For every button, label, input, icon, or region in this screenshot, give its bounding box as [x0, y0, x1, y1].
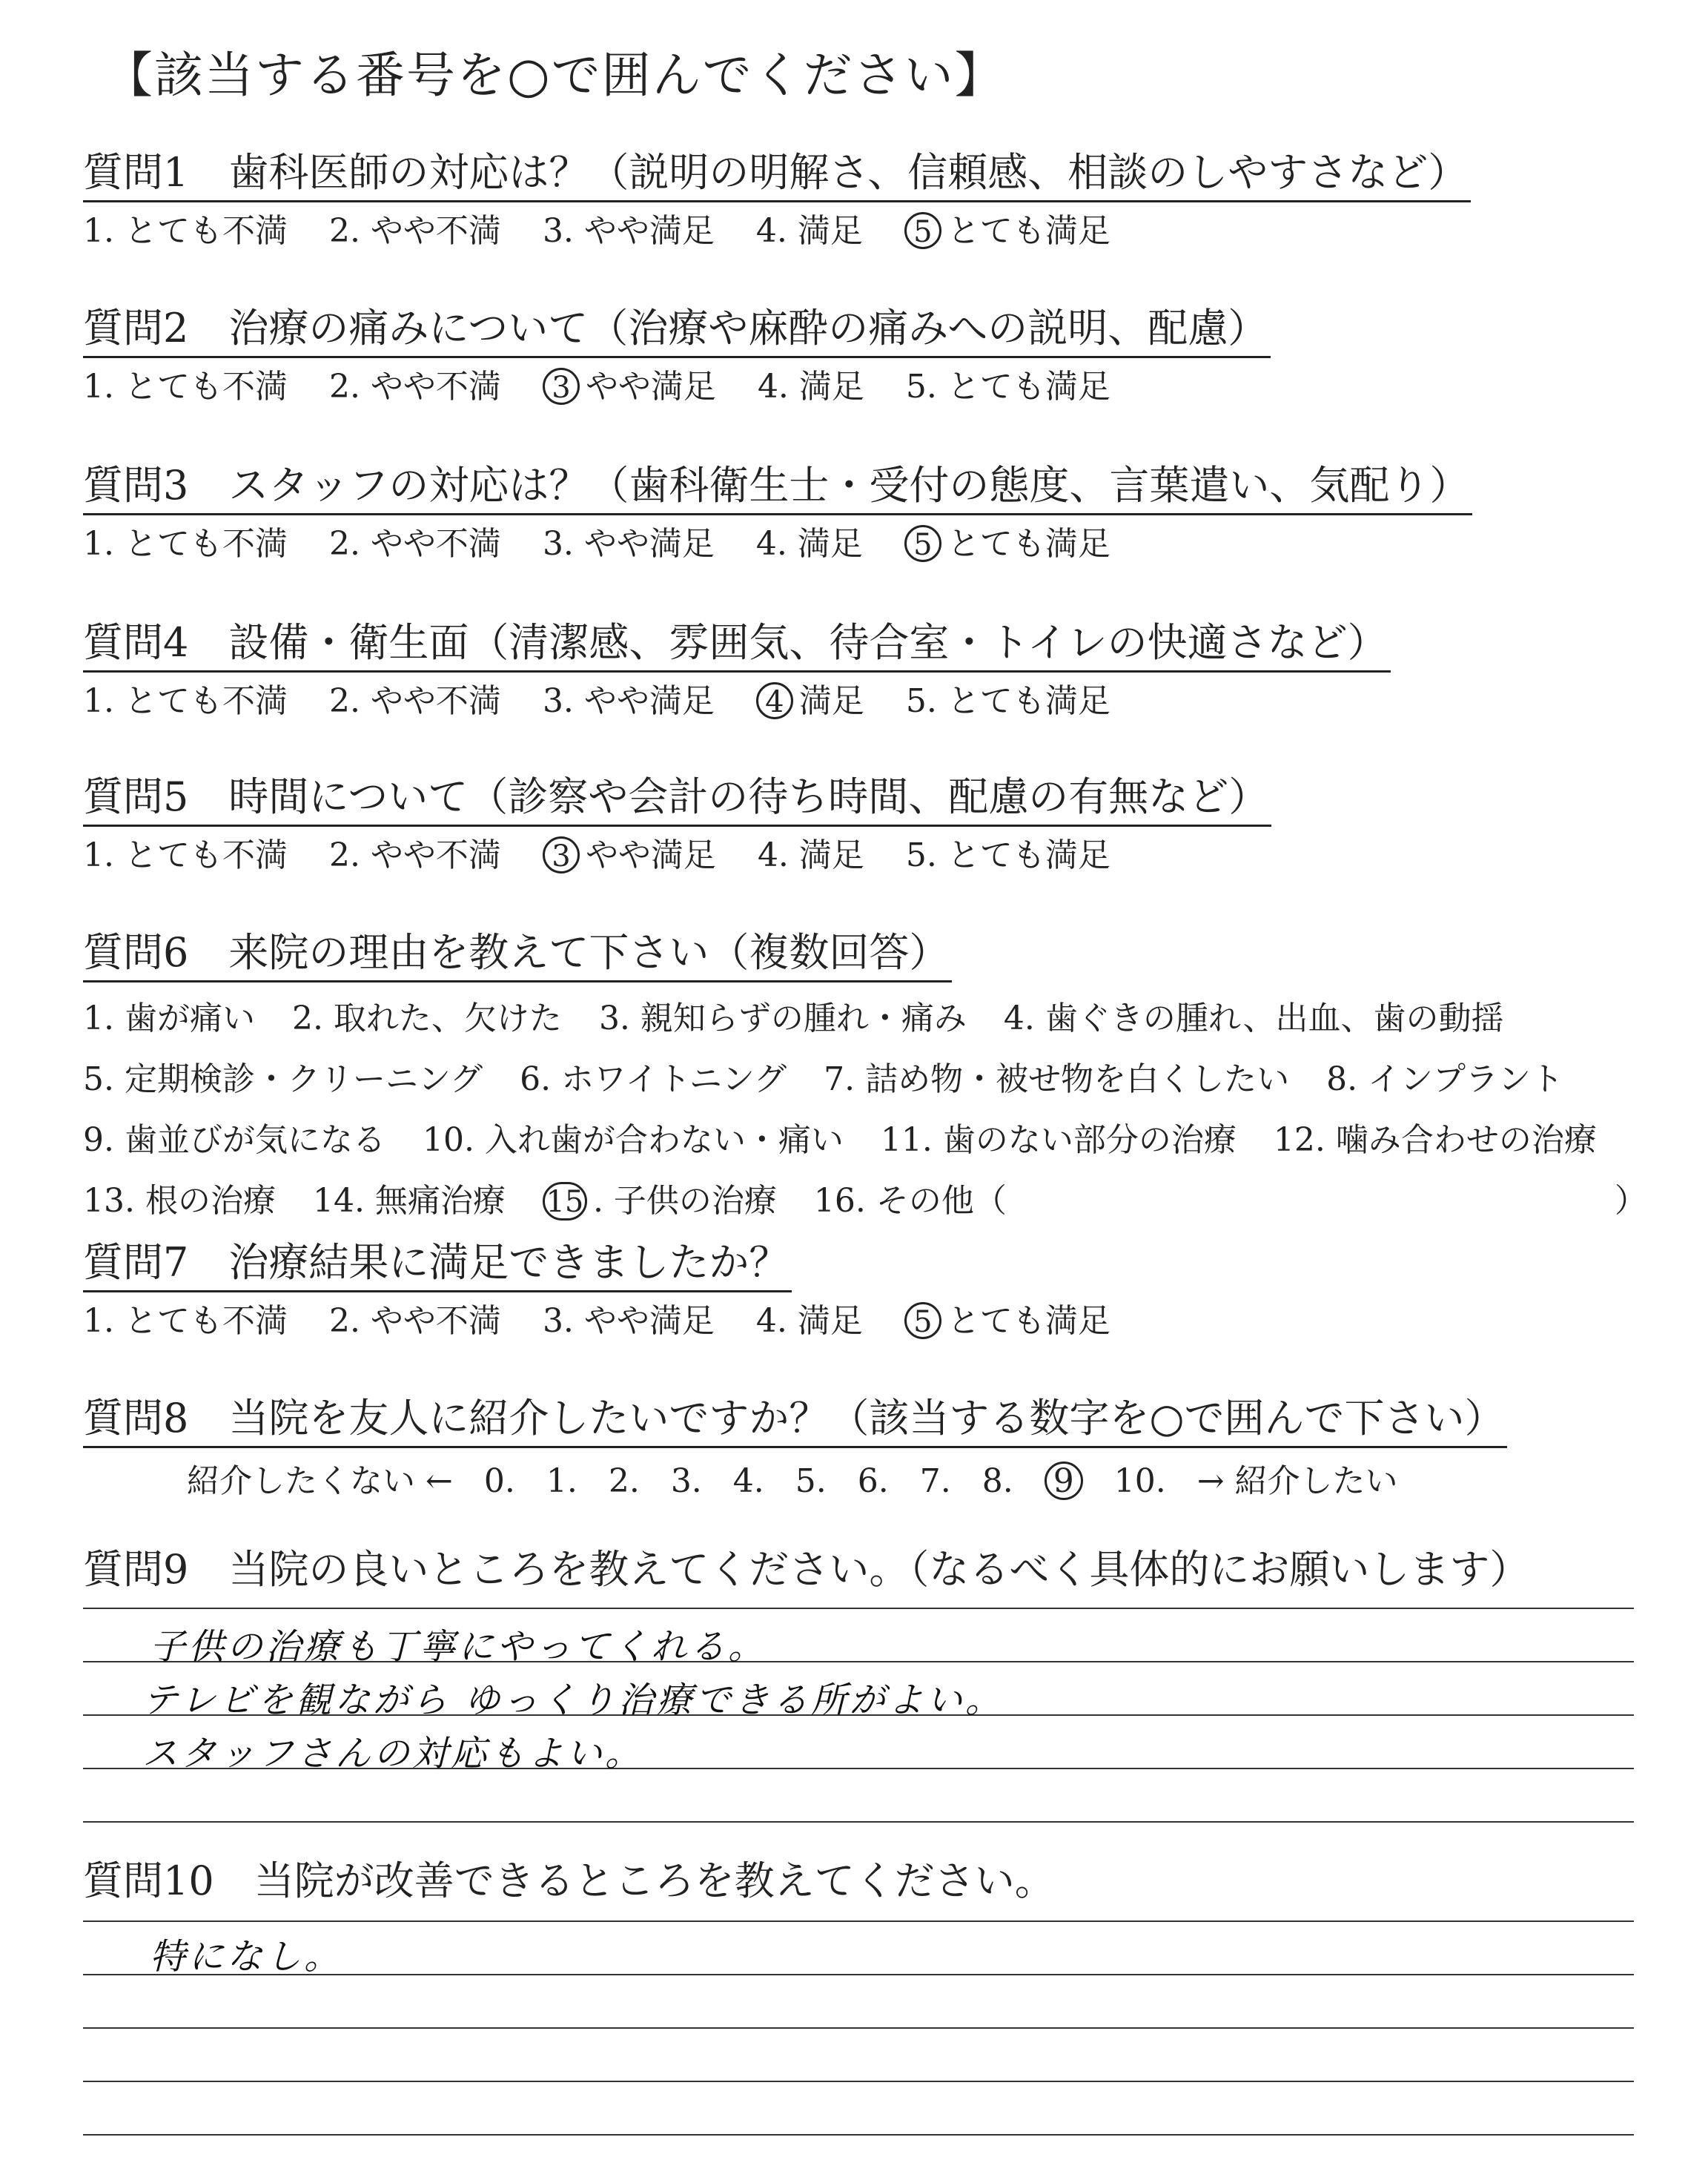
question-number: 質問7: [83, 1239, 189, 1286]
options-row: [83, 1110, 1684, 1171]
scale-value[interactable]: 2.: [608, 1462, 640, 1500]
option[interactable]: 3. やや満足: [542, 682, 715, 720]
question-5-options: [83, 833, 1271, 879]
option[interactable]: 2. 取れた、欠けた: [291, 1000, 562, 1037]
option[interactable]: 3. やや満足: [542, 1302, 715, 1340]
scale-value[interactable]: 8.: [982, 1462, 1013, 1500]
question-5-title: [83, 770, 1271, 827]
question-8: [83, 1391, 1507, 1505]
question-2-title: [83, 301, 1271, 358]
question-3-title: [83, 458, 1472, 515]
circled-number: 5: [904, 525, 941, 562]
scale-value[interactable]: 0.: [483, 1462, 515, 1500]
question-number: 質問3: [83, 462, 189, 509]
option[interactable]: 2. やや不満: [328, 682, 501, 720]
option[interactable]: 4. 歯ぐきの腫れ、出血、歯の動揺: [1003, 1000, 1504, 1037]
option-selected[interactable]: 15 . 子供の治療: [543, 1171, 777, 1232]
question-text: 治療の痛みについて（治療や麻酔の痛みへの説明、配慮）: [228, 305, 1268, 351]
handwritten-answer: テレビを観ながら ゆっくり治療できる所がよい。: [142, 1680, 1004, 1721]
options-row: [83, 1049, 1684, 1110]
option[interactable]: 3. 親知らずの腫れ・痛み: [598, 1000, 967, 1037]
options-row: [83, 988, 1684, 1049]
option[interactable]: 2. やや不満: [328, 525, 501, 563]
option[interactable]: 8. インプラント: [1326, 1060, 1564, 1098]
question-number: 質問8: [83, 1395, 189, 1441]
option[interactable]: 1. とても不満: [83, 212, 288, 250]
answer-line: [83, 1920, 1634, 1922]
option[interactable]: 1. とても不満: [83, 836, 288, 874]
option-selected[interactable]: 5 とても満足: [904, 1298, 1110, 1344]
question-10-title: 質問10 当院が改善できるところを教えてください。: [83, 1857, 1055, 1904]
question-2: [83, 301, 1271, 410]
circled-number: 15: [543, 1182, 587, 1221]
question-text: 歯科医師の対応は？（説明の明解さ、信頼感、相談のしやすさなど）: [228, 149, 1469, 196]
scale-value[interactable]: 7.: [919, 1462, 951, 1500]
option[interactable]: 9. 歯並びが気になる: [83, 1121, 385, 1159]
option[interactable]: 5. とても満足: [905, 368, 1110, 406]
circled-number: 4: [756, 682, 793, 719]
scale-value[interactable]: 5.: [795, 1462, 827, 1500]
option[interactable]: 2. やや不満: [328, 836, 501, 874]
option[interactable]: 5. 定期検診・クリーニング: [83, 1060, 483, 1098]
option[interactable]: 1. 歯が痛い: [83, 1000, 255, 1037]
option-selected[interactable]: 3 やや満足: [543, 833, 716, 879]
scale-value[interactable]: 10.: [1113, 1462, 1166, 1500]
scale-value[interactable]: 6.: [857, 1462, 889, 1500]
question-7-options: [83, 1298, 1152, 1344]
question-text: 治療結果に満足できましたか？: [228, 1239, 790, 1286]
question-9-title: 質問9 当院の良いところを教えてください。（なるべく具体的にお願いします）: [83, 1546, 1530, 1593]
question-number: 質問4: [83, 619, 189, 666]
option[interactable]: 3. やや満足: [542, 212, 715, 250]
question-number: 質問2: [83, 305, 189, 351]
circled-number: 5: [904, 1302, 941, 1339]
question-number: 質問1: [83, 149, 189, 196]
scale-value[interactable]: 1.: [546, 1462, 577, 1500]
circled-number: 3: [543, 368, 580, 405]
question-6-title: [83, 925, 952, 982]
option[interactable]: 4. 満足: [757, 368, 864, 406]
option[interactable]: 11. 歯のない部分の治療: [880, 1121, 1237, 1159]
question-text: 当院を友人に紹介したいですか？（該当する数字を○で囲んで下さい）: [228, 1395, 1505, 1441]
option[interactable]: 2. やや不満: [328, 1302, 501, 1340]
question-text: スタッフの対応は？（歯科衛生士・受付の態度、言葉遣い、気配り）: [228, 462, 1470, 509]
question-5: [83, 770, 1271, 879]
question-1-title: [83, 145, 1471, 202]
answer-line: [83, 2081, 1634, 2082]
option[interactable]: 12. 噛み合わせの治療: [1273, 1121, 1597, 1159]
handwritten-answer: 子供の治療も丁寧にやってくれる。: [150, 1626, 767, 1668]
circled-number: 3: [543, 836, 580, 873]
question-4-title: [83, 615, 1391, 673]
option[interactable]: 4. 満足: [755, 525, 863, 563]
scale-value[interactable]: 3.: [670, 1462, 702, 1500]
option[interactable]: 7. 詰め物・被せ物を白くしたい: [824, 1060, 1290, 1098]
option-selected[interactable]: 3 やや満足: [543, 364, 716, 410]
page-header: 【該当する番号を○で囲んでください】: [104, 47, 1005, 104]
option[interactable]: 4. 満足: [755, 212, 863, 250]
question-7: [83, 1235, 1152, 1344]
option-other[interactable]: 16. その他（ ）: [813, 1182, 1647, 1220]
option[interactable]: 5. とても満足: [905, 836, 1110, 874]
answer-line: [83, 1821, 1634, 1823]
question-number: 質問6: [83, 929, 189, 976]
option[interactable]: 5. とても満足: [905, 682, 1110, 720]
question-6-options: [83, 988, 1684, 1232]
scale-left-label: 紹介したくない ←: [187, 1462, 453, 1500]
question-text: 来院の理由を教えて下さい（複数回答）: [228, 929, 950, 976]
question-2-options: [83, 364, 1271, 410]
question-1-options: [83, 208, 1471, 254]
question-3: [83, 458, 1472, 567]
option[interactable]: 1. とても不満: [83, 1302, 288, 1340]
option[interactable]: 1. とても不満: [83, 525, 288, 563]
option-selected[interactable]: 5 とても満足: [904, 521, 1110, 567]
option[interactable]: 4. 満足: [755, 1302, 863, 1340]
scale-value[interactable]: 4.: [732, 1462, 764, 1500]
question-1: [83, 145, 1471, 254]
option[interactable]: 13. 根の治療: [83, 1182, 276, 1220]
option[interactable]: 2. やや不満: [328, 212, 501, 250]
circled-number: 5: [904, 212, 941, 249]
question-text: 時間について（診察や会計の待ち時間、配慮の有無など）: [228, 773, 1269, 820]
handwritten-answer: 特になし。: [150, 1936, 343, 1978]
option-selected[interactable]: 4 満足: [756, 678, 864, 724]
question-6: [83, 925, 1684, 1232]
answer-line: [83, 2027, 1634, 2029]
answer-line: [83, 1608, 1634, 1609]
option[interactable]: 14. 無痛治療: [312, 1182, 506, 1220]
question-text: 設備・衛生面（清潔感、雰囲気、待合室・トイレの快適さなど）: [228, 619, 1388, 666]
option[interactable]: 1. とても不満: [83, 682, 288, 720]
question-4: [83, 615, 1391, 724]
recommend-scale: [187, 1459, 1507, 1505]
handwritten-answer: スタッフさんの対応もよい。: [142, 1733, 644, 1774]
scale-value-selected[interactable]: 9: [1045, 1462, 1083, 1500]
option[interactable]: 1. とても不満: [83, 368, 288, 406]
option[interactable]: 10. 入れ歯が合わない・痛い: [422, 1121, 844, 1159]
option[interactable]: 4. 満足: [757, 836, 864, 874]
options-row: [83, 1171, 1684, 1232]
option[interactable]: 2. やや不満: [328, 368, 501, 406]
question-7-title: [83, 1235, 792, 1292]
scale-right-label: → 紹介したい: [1196, 1462, 1398, 1500]
option-selected[interactable]: 5 とても満足: [904, 208, 1110, 254]
option[interactable]: 6. ホワイトニング: [520, 1060, 787, 1098]
question-3-options: [83, 521, 1472, 567]
question-8-title: [83, 1391, 1507, 1448]
question-number: 質問5: [83, 773, 189, 820]
option[interactable]: 3. やや満足: [542, 525, 715, 563]
answer-line: [83, 2134, 1634, 2136]
question-4-options: [83, 678, 1391, 724]
